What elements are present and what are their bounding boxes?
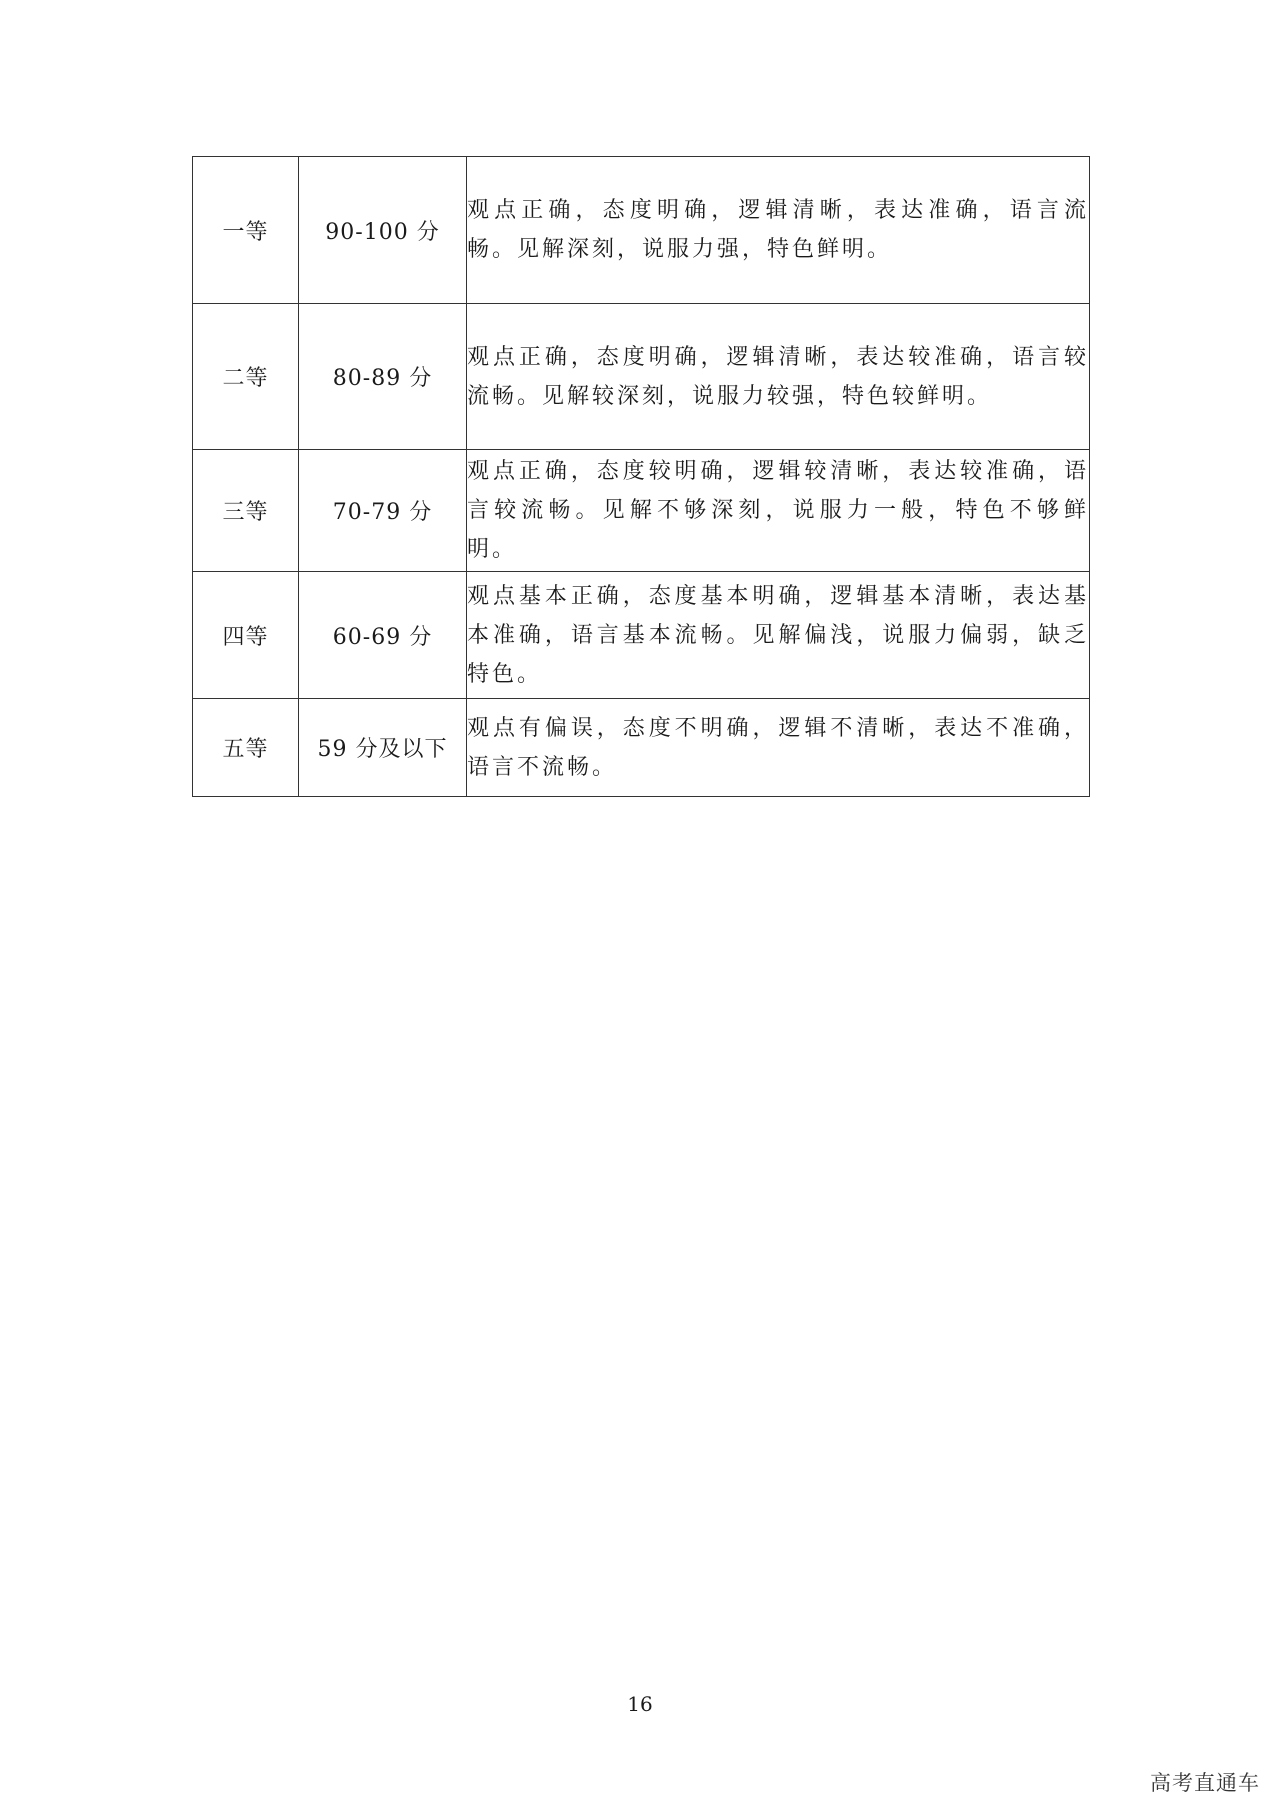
criteria-cell: 观点正确，态度较明确，逻辑较清晰，表达较准确，语言较流畅。见解不够深刻，说服力一般，特色不够鲜明。 xyxy=(467,450,1090,572)
table-row xyxy=(193,304,1090,450)
score-range-cell: 70-79 分 xyxy=(299,450,467,572)
grade-cell: 五等 xyxy=(193,699,299,797)
table-row xyxy=(193,157,1090,304)
page-number: 16 xyxy=(627,1692,653,1716)
grade-cell: 四等 xyxy=(193,572,299,699)
criteria-cell: 观点正确，态度明确，逻辑清晰，表达准确，语言流畅。见解深刻，说服力强，特色鲜明。 xyxy=(467,157,1090,304)
watermark-text: 高考直通车 xyxy=(1150,1771,1260,1795)
criteria-cell: 观点正确，态度明确，逻辑清晰，表达较准确，语言较流畅。见解较深刻，说服力较强，特色较鲜明。 xyxy=(467,304,1090,450)
score-range-cell: 80-89 分 xyxy=(299,304,467,450)
grade-cell: 三等 xyxy=(193,450,299,572)
criteria-cell: 观点有偏误，态度不明确，逻辑不清晰，表达不准确，语言不流畅。 xyxy=(467,699,1090,797)
score-range-cell: 59 分及以下 xyxy=(299,699,467,797)
grade-cell: 一等 xyxy=(193,157,299,304)
score-range-cell: 60-69 分 xyxy=(299,572,467,699)
table-row xyxy=(193,450,1090,572)
grade-cell: 二等 xyxy=(193,304,299,450)
criteria-cell: 观点基本正确，态度基本明确，逻辑基本清晰，表达基本准确，语言基本流畅。见解偏浅，说服力偏弱，缺乏特色。 xyxy=(467,572,1090,699)
score-range-cell: 90-100 分 xyxy=(299,157,467,304)
table-row xyxy=(193,699,1090,797)
grading-table xyxy=(192,156,1090,797)
table-row xyxy=(193,572,1090,699)
